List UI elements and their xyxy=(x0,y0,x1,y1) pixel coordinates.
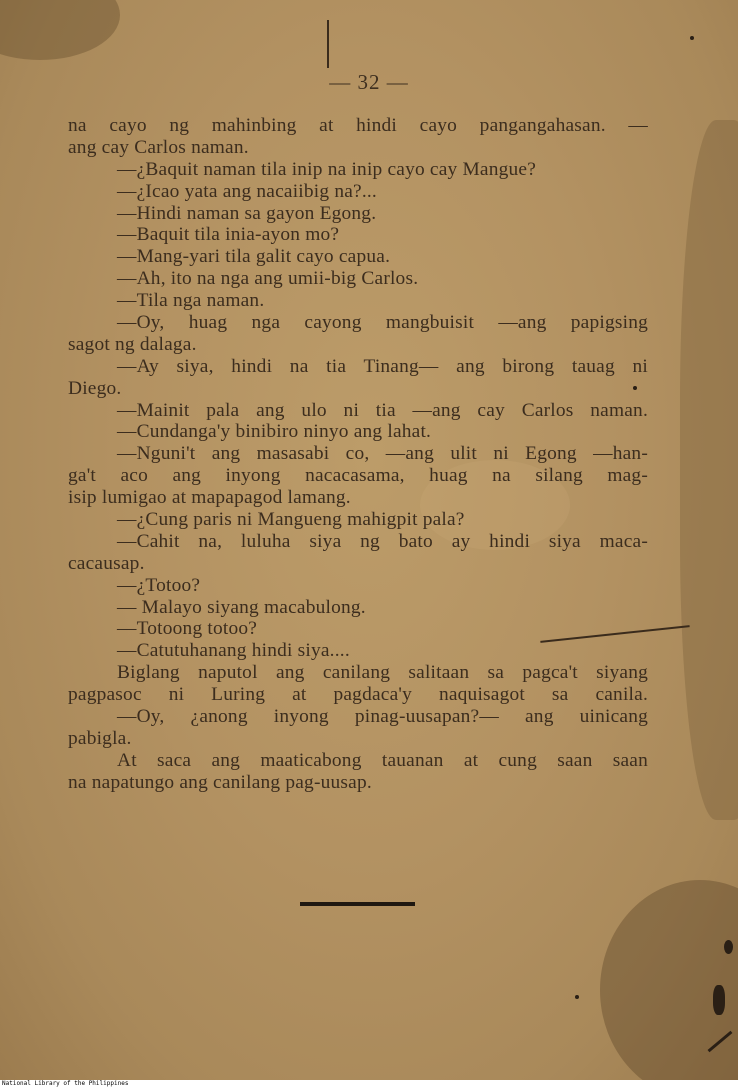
library-credit: National Library of the Philippines xyxy=(0,1080,738,1088)
text-line: —Ah, ito na nga ang umii-big Carlos. xyxy=(117,268,419,290)
text-line: At saca ang maaticabong tauanan at cung saan saan xyxy=(117,749,648,771)
ink-speck xyxy=(724,940,733,954)
text-line: Diego. xyxy=(68,377,122,399)
text-line: —Totoong totoo? xyxy=(117,618,258,640)
text-line: cacausap. xyxy=(68,552,145,574)
text-line: —Mang-yari tila galit cayo capua. xyxy=(117,246,391,268)
text-line: —¿Cung paris ni Mangueng mahigpit pala? xyxy=(117,509,465,531)
ink-speck xyxy=(575,995,579,999)
text-line: na napatungo ang canilang pag-uusap. xyxy=(68,771,372,793)
text-line: sagot ng dalaga. xyxy=(68,333,197,355)
stain-top-left xyxy=(0,0,120,60)
stain-right-edge xyxy=(680,120,738,820)
text-line: —Hindi naman sa gayon Egong. xyxy=(117,202,377,224)
text-line: —Ay siya, hindi na tia Tinang— ang birong tauag ni xyxy=(117,355,648,377)
stain-bottom-right xyxy=(600,880,738,1080)
text-line: —¿Baquit naman tila inip na inip cayo cay Mangue? xyxy=(117,158,537,180)
text-line: pagpasoc ni Luring at pagdaca'y naquisagot sa canila. xyxy=(68,684,648,706)
text-line: ang cay Carlos naman. xyxy=(68,136,249,158)
text-line: na cayo ng mahinbing at hindi cayo pangangahasan. — xyxy=(68,115,648,136)
text-line: —Mainit pala ang ulo ni tia —ang cay Carlos naman. xyxy=(117,399,648,421)
text-line: ga't aco ang inyong nacacasama, huag na silang mag- xyxy=(68,465,648,487)
text-line: —Cahit na, luluha siya ng bato ay hindi siya maca- xyxy=(117,530,648,552)
ink-speck xyxy=(327,20,329,68)
text-line: isip lumigao at mapapagod lamang. xyxy=(68,487,351,509)
text-line: —Oy, ¿anong inyong pinag-uusapan?— ang uinicang xyxy=(117,706,648,728)
body-text xyxy=(68,115,648,794)
text-line: —Baquit tila inia-ayon mo? xyxy=(117,224,340,246)
text-line: —Nguni't ang masasabi co, —ang ulit ni Egong —han- xyxy=(117,443,648,465)
ink-speck xyxy=(713,985,725,1015)
text-line: Biglang naputol ang canilang salitaan sa pagca't siyang xyxy=(117,662,648,684)
page-number: — 32 — xyxy=(329,70,409,94)
end-rule xyxy=(300,902,415,906)
text-line: —¿Icao yata ang nacaiibig na?... xyxy=(117,180,377,202)
text-line: — Malayo siyang macabulong. xyxy=(117,596,366,618)
text-line: —Catutuhanang hindi siya.... xyxy=(117,640,350,662)
ink-speck xyxy=(690,36,694,40)
text-line: —Cundanga'y binibiro ninyo ang lahat. xyxy=(117,421,432,443)
text-line: pabigla. xyxy=(68,727,132,749)
text-line: —Oy, huag nga cayong mangbuisit —ang papigsing xyxy=(117,312,648,334)
text-line: —Tila nga naman. xyxy=(117,290,265,312)
text-line: —¿Totoo? xyxy=(117,574,201,596)
